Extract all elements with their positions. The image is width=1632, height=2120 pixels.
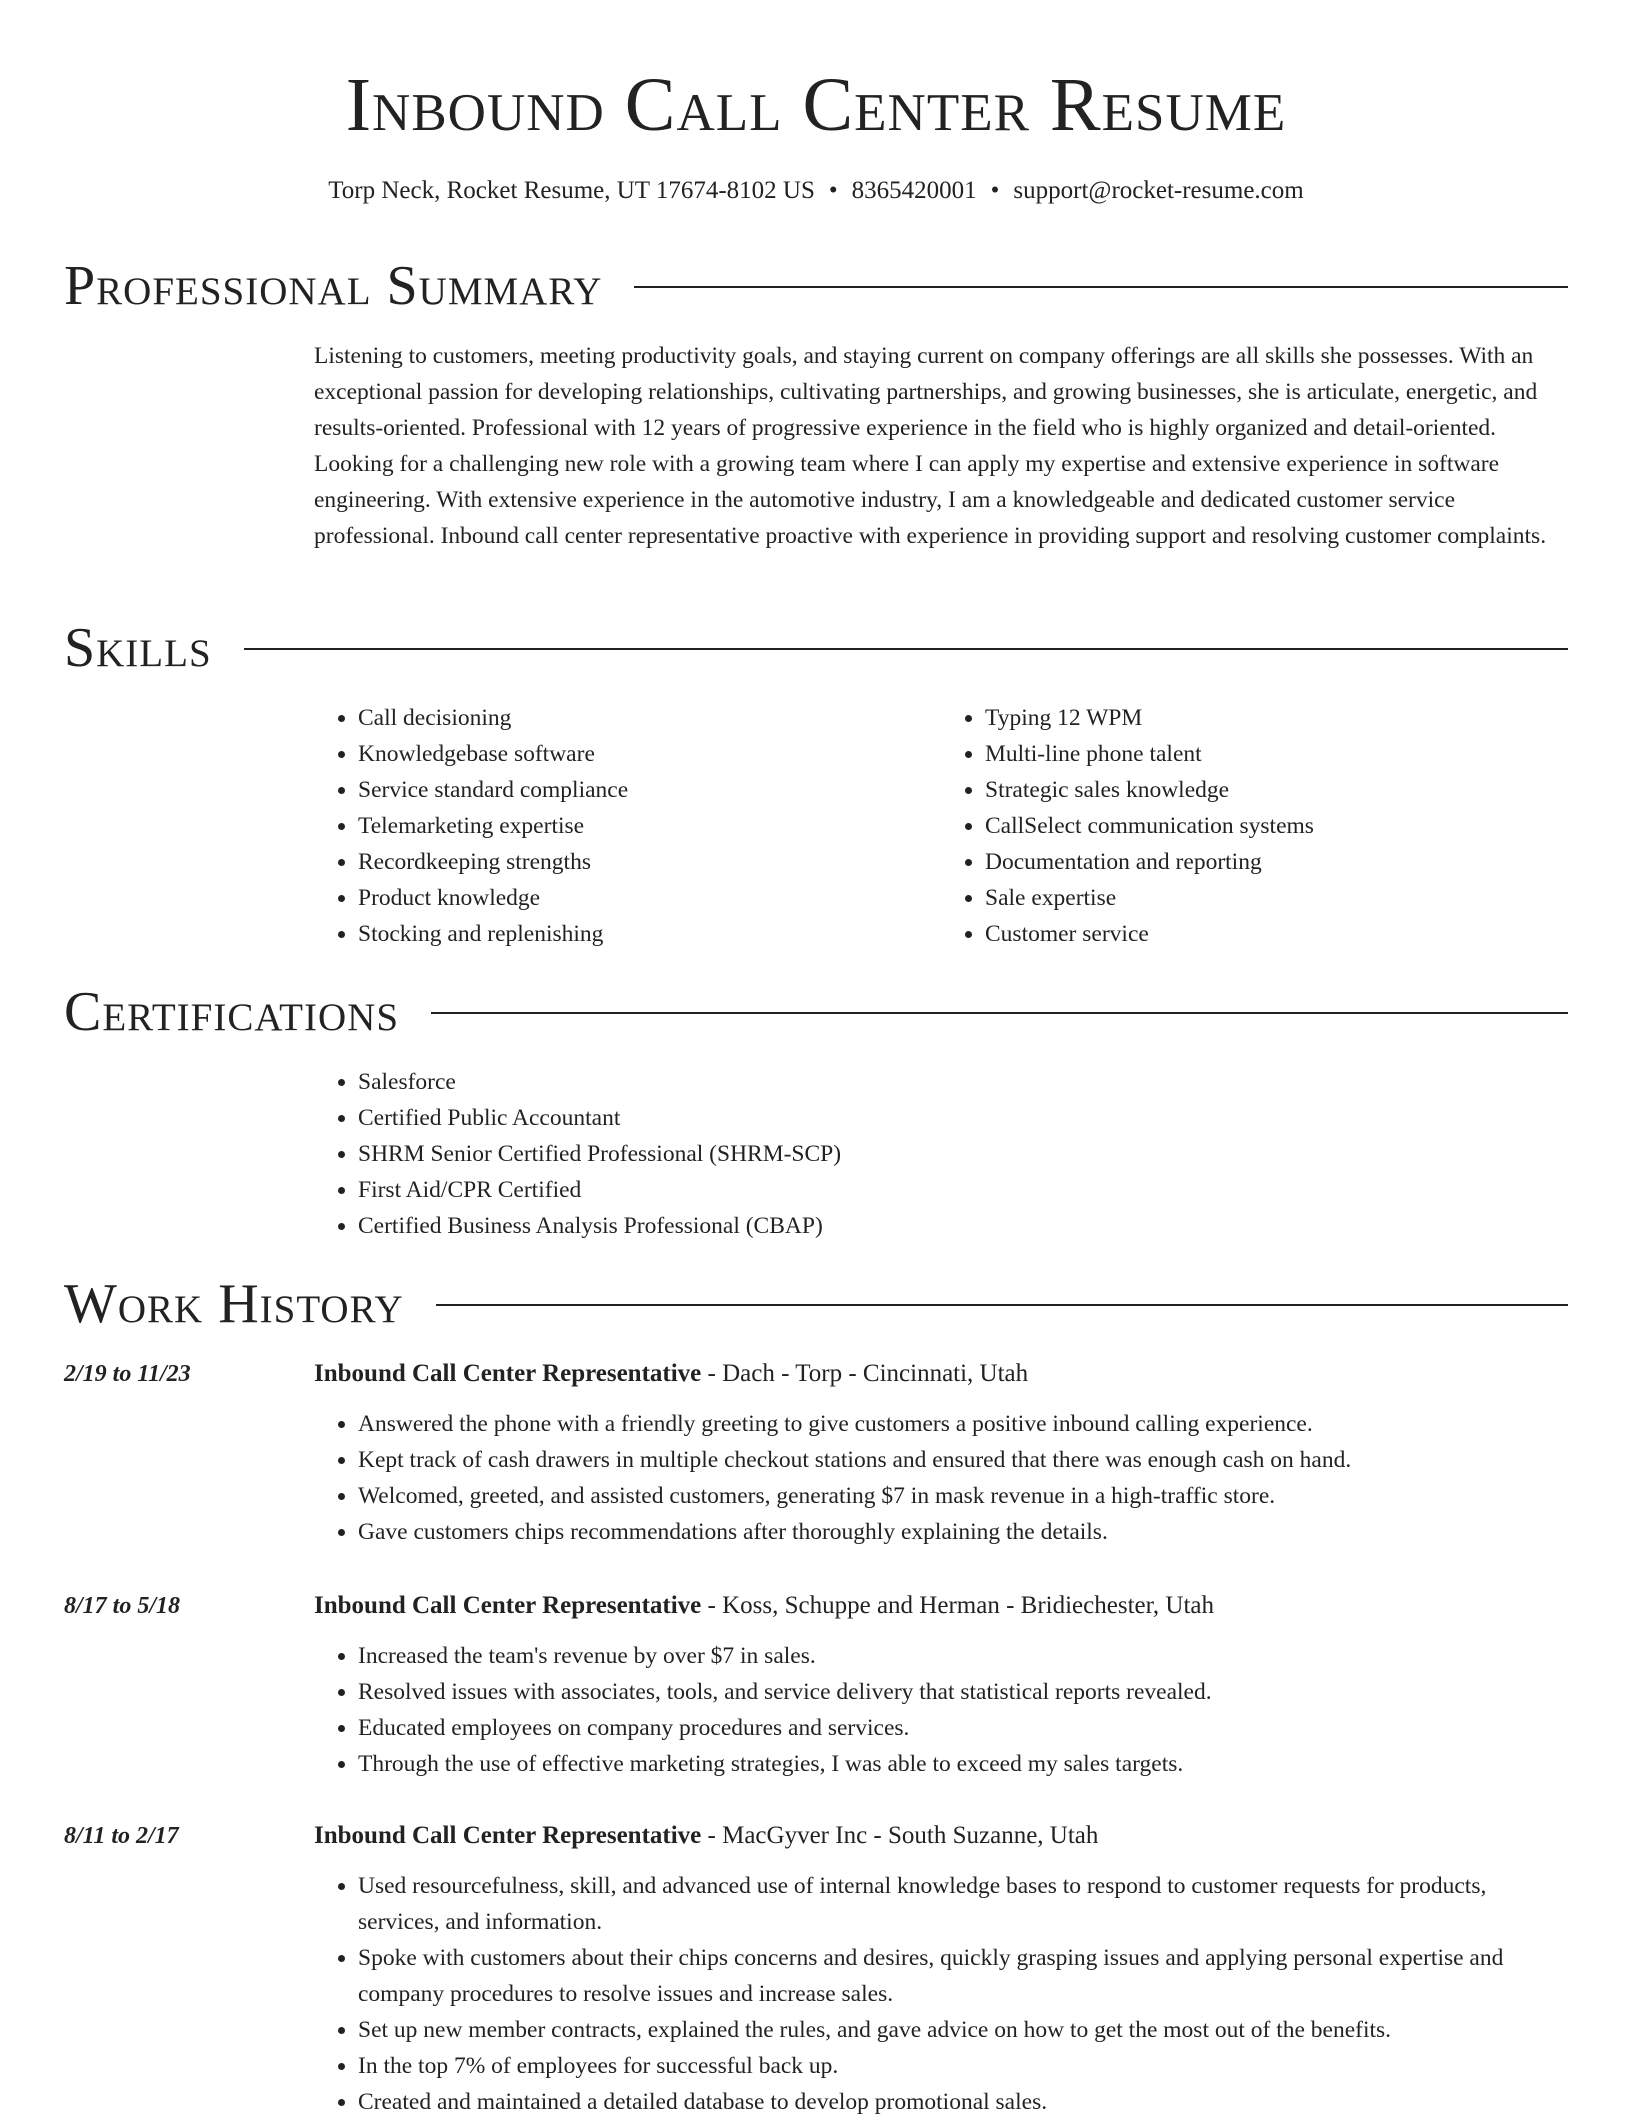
- section-title-skills: Skills: [64, 617, 212, 679]
- job-dates: 8/11 to 2/17: [64, 1823, 179, 1849]
- job-entry: [314, 1356, 1568, 1550]
- job-duty: • Gave customers chips recommendations after thoroughly explaining the details.: [358, 1514, 1568, 1550]
- skill-item: • Product knowledge: [358, 880, 941, 916]
- contact-line: [0, 174, 1632, 208]
- certifications-list: [314, 1064, 1568, 1244]
- summary-block: [314, 338, 1568, 554]
- skill-item: • Knowledgebase software: [358, 736, 941, 772]
- job-duty: • Kept track of cash drawers in multiple checkout stations and ensured that there was enough cash on hand.: [358, 1442, 1568, 1478]
- job-company-location: - MacGyver Inc - South Suzanne, Utah: [701, 1822, 1099, 1849]
- job-duty: • Resolved issues with associates, tools, and service delivery that statistical reports revealed.: [358, 1674, 1568, 1710]
- contact-address: Torp Neck, Rocket Resume, UT 17674-8102 US: [328, 177, 815, 204]
- job-heading: [314, 1588, 1568, 1624]
- job-duty: • Spoke with customers about their chips concerns and desires, quickly grasping issues and applying personal expertise and company procedures to resolve issues and increase sales.: [358, 1940, 1568, 2012]
- skills-list: [314, 700, 1568, 952]
- job-entry: [314, 1588, 1568, 1782]
- skill-item: • Stocking and replenishing: [358, 916, 941, 952]
- job-dates: 8/17 to 5/18: [64, 1593, 181, 1619]
- skills-column-left: [314, 700, 941, 952]
- job-company-location: - Koss, Schuppe and Herman - Bridiechester, Utah: [701, 1592, 1215, 1619]
- contact-separator: •: [990, 177, 1000, 204]
- section-title-summary: Professional Summary: [64, 255, 603, 317]
- skill-item: • Recordkeeping strengths: [358, 844, 941, 880]
- contact-phone: 8365420001: [851, 177, 977, 204]
- section-header-summary: [64, 254, 1568, 318]
- section-divider: [634, 286, 1568, 288]
- skill-item: • Typing 12 WPM: [985, 700, 1568, 736]
- job-duties: [314, 1406, 1568, 1550]
- job-duty: • Educated employees on company procedures and services.: [358, 1710, 1568, 1746]
- skill-item: • Strategic sales knowledge: [985, 772, 1568, 808]
- summary-text: Listening to customers, meeting productivity goals, and staying current on company offerings are all skills she possesses. With an exceptional passion for developing relationships, cultivating partnerships, and growing businesses, she is articulate, energetic, and results-oriented. Professional with 12 years of progressive experience in the field who is highly organized and detail-oriented. Looking for a challenging new role with a growing team where I can apply my expertise and extensive experience in software engineering. With extensive experience in the automotive industry, I am a knowledgeable and dedicated customer service professional. Inbound call center representative proactive with experience in providing support and resolving customer complaints.: [314, 343, 1547, 549]
- section-header-skills: [64, 616, 1568, 680]
- certifications-block: [314, 1064, 1568, 1244]
- job-duty: • In the top 7% of employees for successful back up.: [358, 2048, 1568, 2084]
- section-divider: [431, 1012, 1568, 1014]
- job-duty: • Answered the phone with a friendly greeting to give customers a positive inbound calling experience.: [358, 1406, 1568, 1442]
- job-title: Inbound Call Center Representative: [314, 1822, 702, 1849]
- skill-item: • Documentation and reporting: [985, 844, 1568, 880]
- skill-item: • Call decisioning: [358, 700, 941, 736]
- job-duty: • Increased the team's revenue by over $7 in sales.: [358, 1638, 1568, 1674]
- job-duty: • Set up new member contracts, explained the rules, and gave advice on how to get the most out of the benefits.: [358, 2012, 1568, 2048]
- contact-separator: •: [828, 177, 838, 204]
- section-header-work-history: [64, 1272, 1568, 1336]
- skill-item: • Telemarketing expertise: [358, 808, 941, 844]
- contact-email: support@rocket-resume.com: [1013, 177, 1304, 204]
- job-entry: [314, 1818, 1568, 2120]
- job-title: Inbound Call Center Representative: [314, 1360, 702, 1387]
- skill-item: • Sale expertise: [985, 880, 1568, 916]
- certification-item: • Certified Public Accountant: [358, 1100, 1568, 1136]
- job-title: Inbound Call Center Representative: [314, 1592, 702, 1619]
- skill-item: • Multi-line phone talent: [985, 736, 1568, 772]
- section-divider: [436, 1304, 1568, 1306]
- certification-item: • Certified Business Analysis Professional (CBAP): [358, 1208, 1568, 1244]
- skills-column-right: [941, 700, 1568, 952]
- section-title-work-history: Work History: [64, 1273, 404, 1335]
- section-divider: [244, 648, 1568, 650]
- job-dates: 2/19 to 11/23: [64, 1361, 191, 1387]
- section-title-certifications: Certifications: [64, 981, 400, 1043]
- certification-item: • Salesforce: [358, 1064, 1568, 1100]
- job-duty: • Through the use of effective marketing strategies, I was able to exceed my sales targets.: [358, 1746, 1568, 1782]
- job-company-location: - Dach - Torp - Cincinnati, Utah: [701, 1360, 1029, 1387]
- section-header-certifications: [64, 980, 1568, 1044]
- skill-item: • Service standard compliance: [358, 772, 941, 808]
- job-heading: [314, 1818, 1568, 1854]
- job-duties: [314, 1868, 1568, 2120]
- job-duty: • Welcomed, greeted, and assisted customers, generating $7 in mask revenue in a high-traffic store.: [358, 1478, 1568, 1514]
- resume-title: Inbound Call Center Resume: [345, 63, 1287, 147]
- job-duty: • Created and maintained a detailed database to develop promotional sales.: [358, 2084, 1568, 2120]
- job-duties: [314, 1638, 1568, 1782]
- skill-item: • CallSelect communication systems: [985, 808, 1568, 844]
- job-duty: • Used resourcefulness, skill, and advanced use of internal knowledge bases to respond to customer requests for products, services, and information.: [358, 1868, 1568, 1940]
- skill-item: • Customer service: [985, 916, 1568, 952]
- job-heading: [314, 1356, 1568, 1392]
- certification-item: • First Aid/CPR Certified: [358, 1172, 1568, 1208]
- certification-item: • SHRM Senior Certified Professional (SHRM-SCP): [358, 1136, 1568, 1172]
